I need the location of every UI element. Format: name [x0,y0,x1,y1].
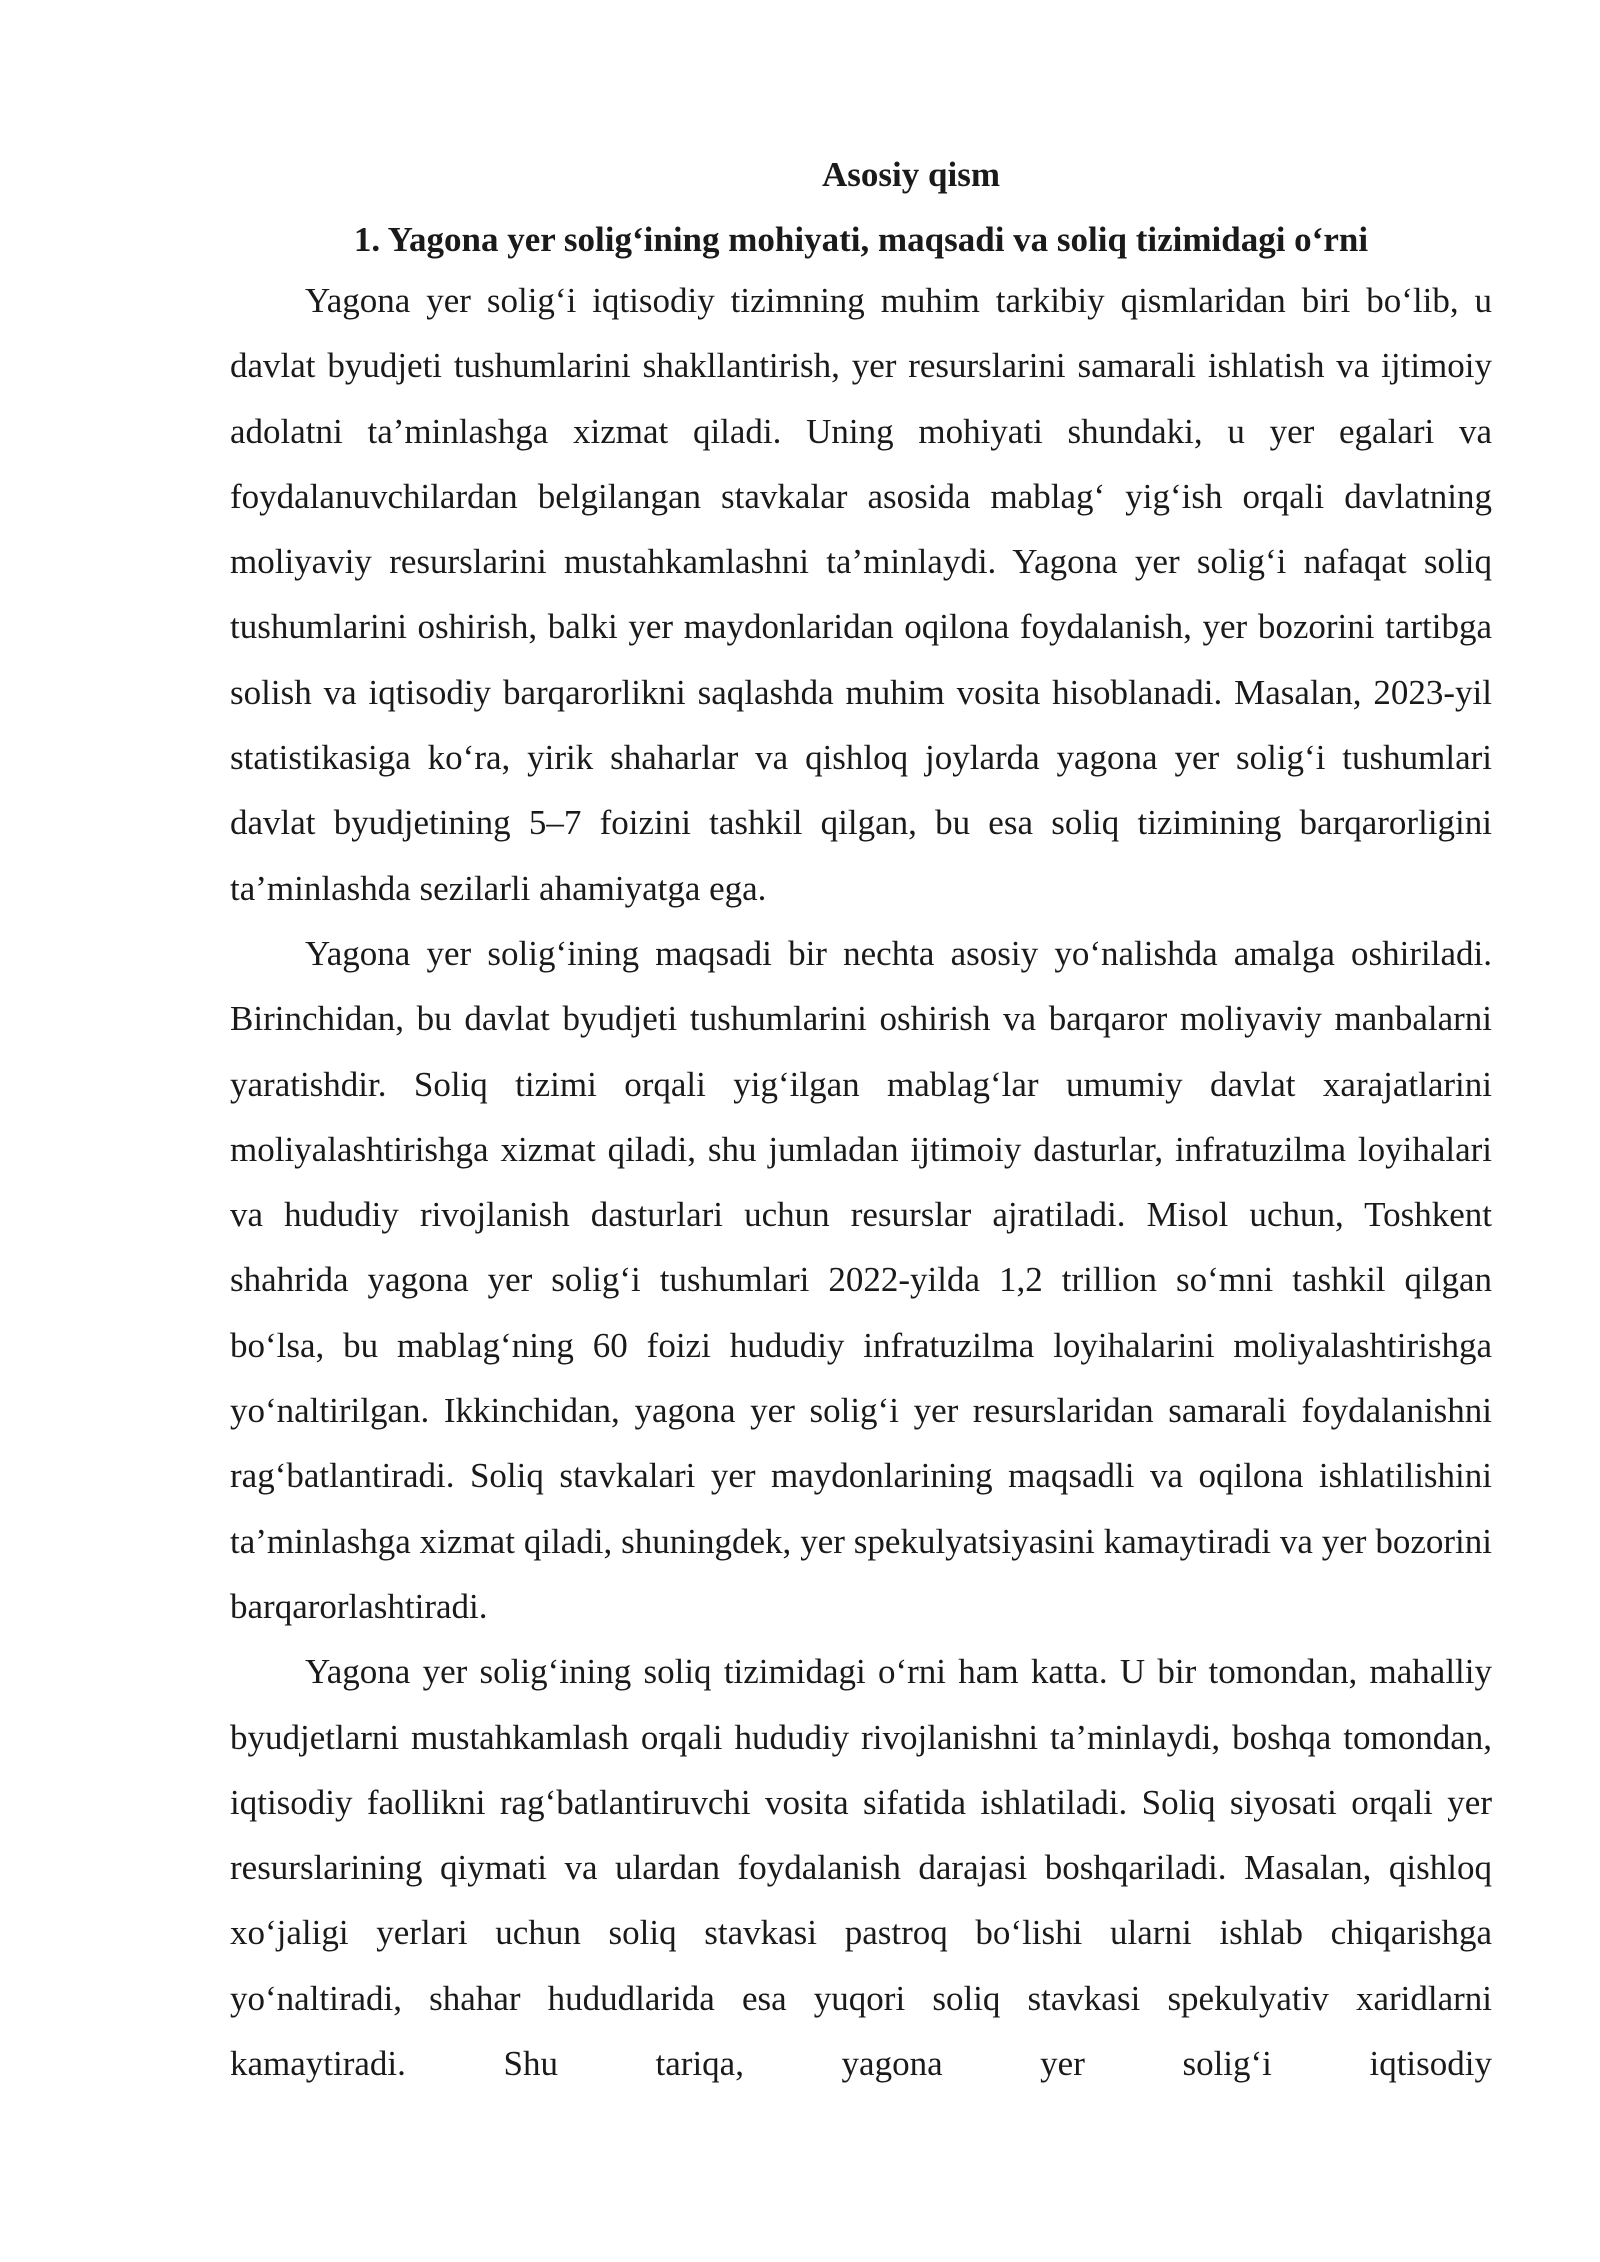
body-paragraph-3: Yagona yer solig‘ining soliq tizimidagi o‘rni ham katta. U bir tomondan, mahalliy byudjetlarni mustahkamlash orqali hududiy rivojlanishni ta’minlaydi, boshqa tomondan, iqtisodiy faollikni rag‘batlantiruvchi vosita sifatida ishlatiladi. Soliq siyosati orqali yer resurslarining qiymati va ulardan foydalanish darajasi boshqariladi. Masalan, qishloq xo‘jaligi yerlari uchun soliq stavkasi pastroq bo‘lishi ularni ishlab chiqarishga yo‘naltiradi, shahar hududlarida esa yuqori soliq stavkasi spekulyativ xaridlarni kamaytiradi. Shu tariqa, yagona yer solig‘i iqtisodiy [230,1652,1492,2084]
section-title: Asosiy qism [822,155,1000,194]
chapter-subtitle: 1. Yagona yer solig‘ining mohiyati, maqsadi va soliq tizimidagi o‘rni [353,220,1369,259]
body-paragraph-1: Yagona yer solig‘i iqtisodiy tizimning muhim tarkibiy qismlaridan biri bo‘lib, u davlat byudjeti tushumlarini shakllantirish, yer resurslarini samarali ishlatish va ijtimoiy adolatni ta’minlashga xizmat qiladi. Uning mohiyati shundaki, u yer egalari va foydalanuvchilardan belgilangan stavkalar asosida mablag‘ yig‘ish orqali davlatning moliyaviy resurslarini mustahkamlashni ta’minlaydi. Yagona yer solig‘i nafaqat soliq tushumlarini oshirish, balki yer maydonlaridan oqilona foydalanish, yer bozorini tartibga solish va iqtisodiy barqarorlikni saqlashda muhim vosita hisoblanadi. Masalan, 2023-yil statistikasiga ko‘ra, yirik shaharlar va qishloq joylarda yagona yer solig‘i tushumlari davlat byudjetining 5–7 foizini tashkil qilgan, bu esa soliq tizimining barqarorligini ta’minlashda sezilarli ahamiyatga ega. [230,281,1492,908]
body-paragraph-2: Yagona yer solig‘ining maqsadi bir nechta asosiy yo‘nalishda amalga oshiriladi. Birinchidan, bu davlat byudjeti tushumlarini oshirish va barqaror moliyaviy manbalarni yaratishdir. Soliq tizimi orqali yig‘ilgan mablag‘lar umumiy davlat xarajatlarini moliyalashtirishga xizmat qiladi, shu jumladan ijtimoiy dasturlar, infratuzilma loyihalari va hududiy rivojlanish dasturlari uchun resurslar ajratiladi. Misol uchun, Toshkent shahrida yagona yer solig‘i tushumlari 2022-yilda 1,2 trillion so‘mni tashkil qilgan bo‘lsa, bu mablag‘ning 60 foizi hududiy infratuzilma loyihalarini moliyalashtirishga yo‘naltirilgan. Ikkinchidan, yagona yer solig‘i yer resurslaridan samarali foydalanishni rag‘batlantiradi. Soliq stavkalari yer maydonlarining maqsadli va oqilona ishlatilishini ta’minlashga xizmat qiladi, shuningdek, yer spekulyatsiyasini kamaytiradi va yer bozorini barqarorlashtiradi. [230,933,1492,1626]
page-content [230,150,1492,2096]
